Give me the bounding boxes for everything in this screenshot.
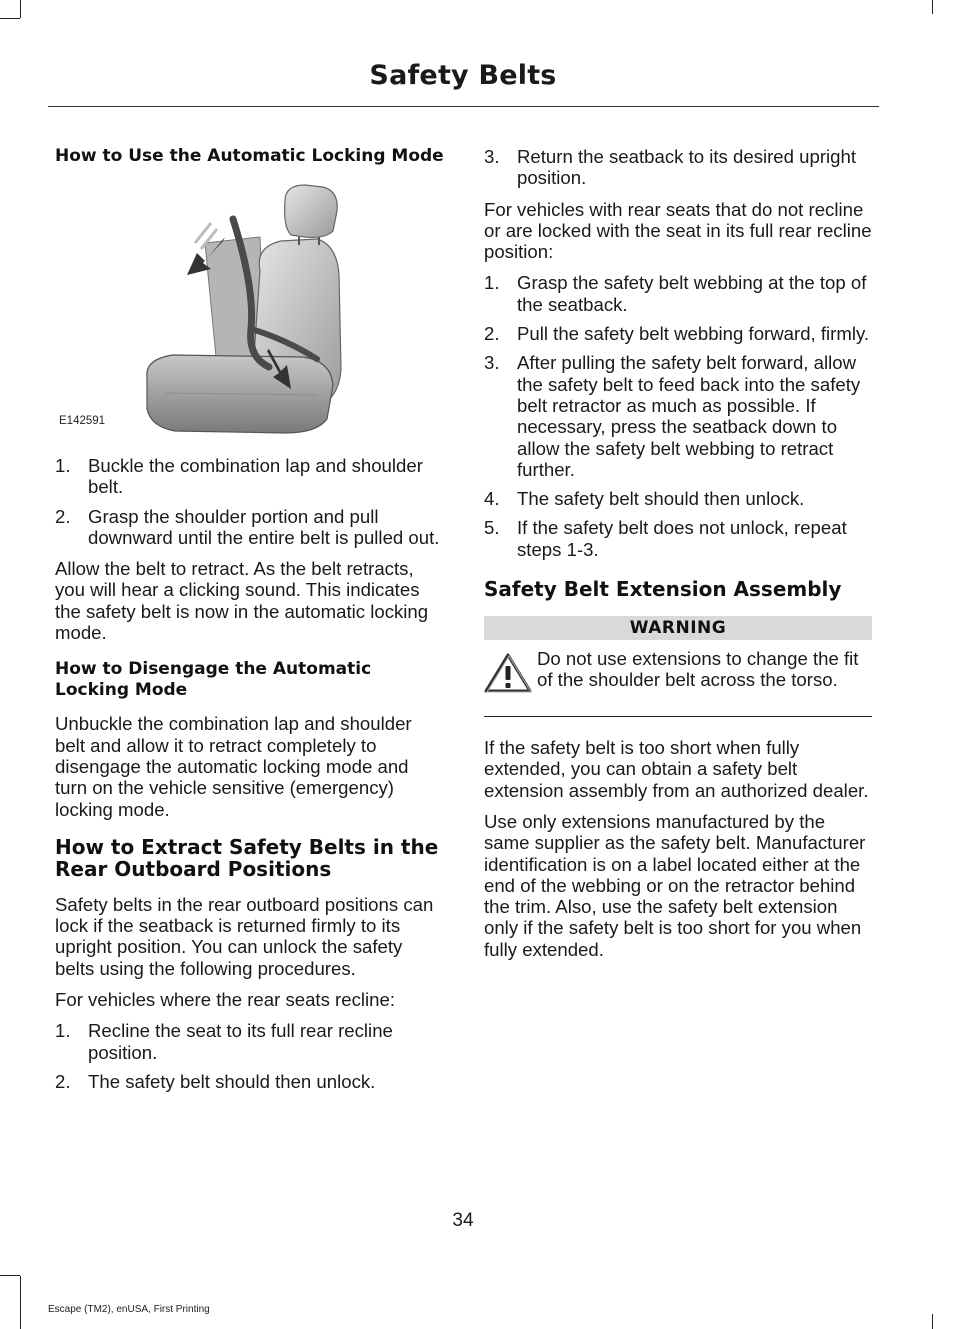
list-item: 4. The safety belt should then unlock. <box>484 488 805 510</box>
steps-automatic-locking <box>55 455 445 548</box>
list-item: 3. After pulling the safety belt forward, allow the safety belt to feed back into the safety belt retractor as much as possible. If necessary, press the seatback down to allow the safety belt webbing to retract further. <box>484 352 861 480</box>
steps-non-recline <box>484 272 872 560</box>
left-column <box>55 146 445 1102</box>
crop-mark <box>932 1314 933 1329</box>
paragraph: Safety belts in the rear outboard positions can lock if the seatback is returned firmly to its upright position. You can unlock the safety belts using the following procedures. <box>55 893 434 979</box>
list-item: 2. The safety belt should then unlock. <box>55 1070 376 1092</box>
warning-divider <box>484 716 872 717</box>
section-heading-disengage: How to Disengage the Automatic Locking Mode <box>55 659 372 701</box>
steps-rear-recline <box>55 1020 445 1092</box>
list-item: 1. Grasp the safety belt webbing at the top of the seatback. <box>484 272 867 315</box>
warning-banner: WARNING <box>484 616 872 640</box>
paragraph: Allow the belt to retract. As the belt retracts, you will hear a clicking sound. This indicates the safety belt is now in the automatic locking mode. <box>55 558 429 644</box>
list-item: 2. Grasp the shoulder portion and pull downward until the entire belt is pulled out. <box>55 505 440 548</box>
warning-triangle-icon <box>484 652 532 694</box>
list-item: 5. If the safety belt does not unlock, repeat steps 1-3. <box>484 517 847 560</box>
page-number: 34 <box>452 1210 474 1231</box>
paragraph: Unbuckle the combination lap and shoulder belt and allow it to retract completely to disengage the automatic locking mode and turn on the vehicle sensitive (emergency) locking mode. <box>55 713 412 820</box>
list-item: 1. Recline the seat to its full rear recline position. <box>55 1020 393 1063</box>
section-heading-extension: Safety Belt Extension Assembly <box>484 577 842 602</box>
page-title: Safety Belts <box>369 60 557 91</box>
section-heading-rear-outboard: How to Extract Safety Belts in the Rear Outboard Positions <box>55 834 439 881</box>
crop-mark <box>20 1276 21 1329</box>
crop-mark <box>0 1275 20 1276</box>
paragraph: For vehicles where the rear seats recline: <box>55 989 395 1011</box>
seat-belt-illustration <box>55 179 445 441</box>
section-heading-automatic-locking: How to Use the Automatic Locking Mode <box>55 146 444 166</box>
crop-mark <box>20 0 21 18</box>
crop-mark <box>0 18 20 19</box>
paragraph: For vehicles with rear seats that do not recline or are locked with the seat in its full rear recline position: <box>484 198 872 263</box>
steps-rear-recline-continued <box>484 146 872 189</box>
paragraph: Use only extensions manufactured by the same supplier as the safety belt. Manufacturer identification is on a label located either at the end of the webbing or on the retractor behind the trim. Also, use the safety belt extension only if the safety belt is too short for you when fully extended. <box>484 810 866 960</box>
list-item: 3. Return the seatback to its desired upright position. <box>484 146 857 189</box>
figure-code: E142591 <box>59 415 106 427</box>
warning-text: Do not use extensions to change the fit of the shoulder belt across the torso. <box>537 648 859 691</box>
list-item: 2. Pull the safety belt webbing forward, firmly. <box>484 323 870 345</box>
footer-edition: Escape (TM2), enUSA, First Printing <box>48 1304 210 1315</box>
paragraph: If the safety belt is too short when fully extended, you can obtain a safety belt extension assembly from an authorized dealer. <box>484 737 869 801</box>
crop-mark <box>932 0 933 14</box>
title-divider <box>48 106 879 107</box>
list-item: 1. Buckle the combination lap and shoulder belt. <box>55 455 423 498</box>
right-column <box>484 146 872 970</box>
seat-illustration-icon <box>55 179 445 441</box>
warning-box <box>484 648 872 708</box>
